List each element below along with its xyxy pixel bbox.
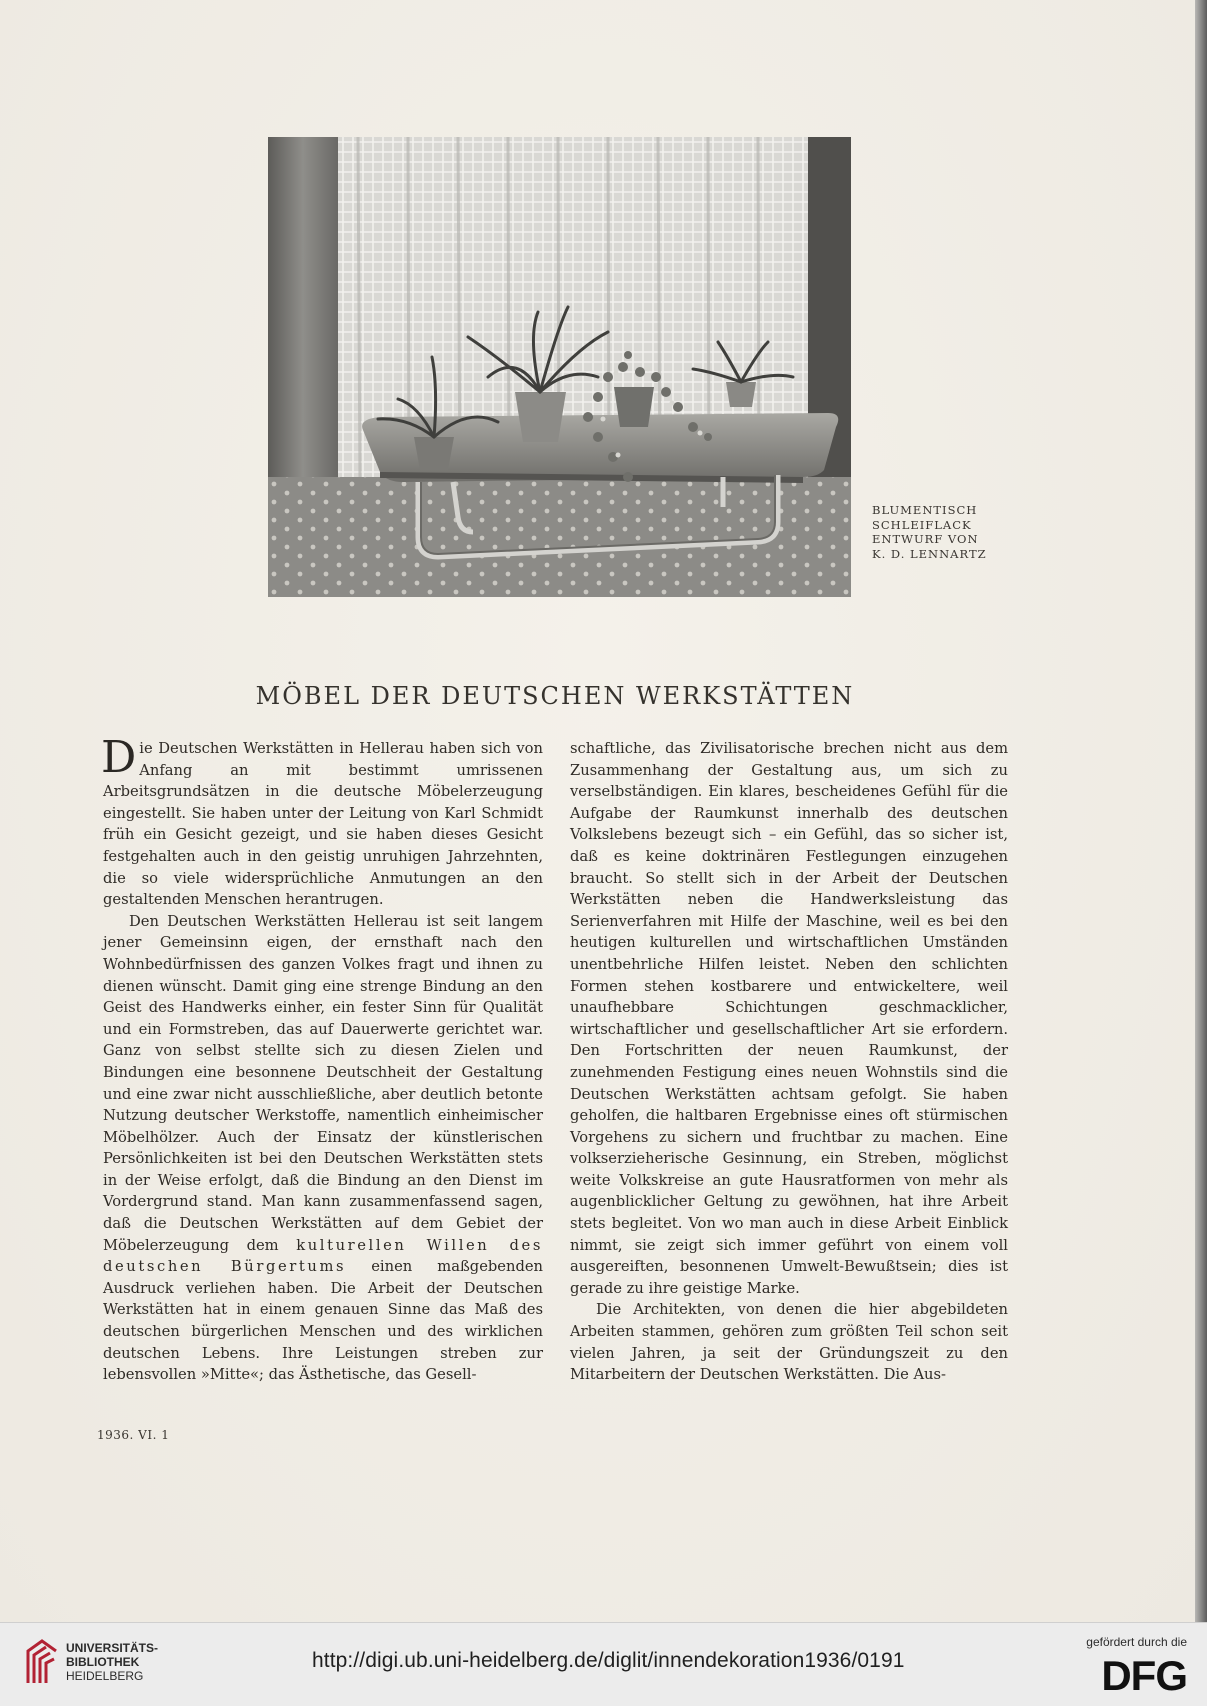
paragraph: [101, 732, 543, 911]
paragraph: schaftliche, das Zivilisatorische brechen nicht aus dem Zusammenhang der Gestaltung aus, um sich zu verselbständigen. Ein klares, bescheidenes Gefühl für die Aufgabe der Raumkunst innerhalb des deutschen Volkslebens bezeugt sich – ein Gefühl, das so sicher ist, daß es keine doktrinären Festlegungen einzugehen braucht. So stellt sich in der Arbeit der Deutschen Werkstätten neben die Handwerksleistung das Serienverfahren mit Hilfe der Maschine, weil es bei den heutigen kulturellen und wirtschaftlichen Umständen unentbehrliche Hilfen leistet. Neben den schlichten Formen stehen kostbarere und entwickeltere, weil unaufhebbare Schichtungen geschmacklicher, wirtschaftlicher und gesellschaftlicher Art sie erfordern. Den Fortschritten der neuen Raumkunst, der zunehmenden Festigung eines neuen Wohnstils sind die Deutschen Werkstätten achtsam gefolgt. Sie haben geholfen, die haltbaren Ergebnisse eines oft stürmischen Vorgehens zu sichern und fruchtbar zu machen. Eine volkserzieherische Gesinnung, ein Streben, möglichst weite Volkskreise an gute Hausratformen von mehr als augenblicklicher Geltung zu gewöhnen, hat ihre Arbeit stets begleitet. Von wo man auch in diese Arbeit Einblick nimmt, sie zeigt sich immer geführt von einem voll ausgereiften, besonnenen Umwelt-Bewußtsein; dies ist gerade zu ihre geistige Marke.: [570, 740, 1008, 1297]
page-folio: 1936. VI. 1: [97, 1428, 170, 1442]
text-column-left: [101, 732, 543, 1386]
spaced-emphasis: kulturellen Willen des deutschen Bürgertums: [103, 1236, 543, 1276]
flower-table-photo: [268, 137, 851, 597]
university-library-logo-icon: [24, 1637, 60, 1687]
library-name[interactable]: [66, 1641, 158, 1683]
library-name-line: UNIVERSITÄTS-: [66, 1641, 159, 1655]
caption-line: K. D. LENNARTZ: [872, 546, 987, 561]
paragraph-text: Den Deutschen Werkstätten Hellerau ist seit langem jener Gemeinsinn eigen, der ernsthaft nach den Wohnbedürfnissen des ganzen Volkes fragt und ihnen zu dienen wünscht. Damit ging eine strenge Bindung an den Geist des Handwerks einher, ein fester Sinn für Qualität und ein Formstreben, das auf Dauerwerte gerichtet war. Ganz von selbst stellte sich zu diesen Zielen und Bindungen eine besonnene Deutschheit der Gestaltung und eine zwar nicht ausschließliche, aber deutlich betonte Nutzung deutscher Werkstoffe, namentlich einheimischer Möbelhölzer. Auch der Einsatz der künstlerischen Persönlichkeiten ist bei den Deutschen Werkstätten stets in der Weise erfolgt, daß die Bindung an den Dienst im Vordergrund stand. Man kann zusammenfassend sagen, daß die Deutschen Werkstätten auf dem Gebiet der Möbelerzeugung dem: [103, 912, 543, 1254]
drop-cap: D: [101, 732, 137, 783]
library-name-line: HEIDELBERG: [66, 1669, 144, 1683]
text-column-right: [570, 738, 1008, 1386]
viewer-footer: [0, 1622, 1207, 1706]
photo-caption: [872, 503, 987, 561]
caption-line: BLUMENTISCH: [872, 503, 978, 517]
paragraph: Die Architekten, von denen die hier abgebildeten Arbeiten stammen, gehören zum größten Teil schon seit vielen Jahren, ja seit der Gründungszeit zu den Mitarbeitern der Deutschen Werkstätten. Die Aus-: [570, 1301, 1008, 1384]
dfg-logo[interactable]: DFG: [1101, 1652, 1187, 1699]
permalink-url[interactable]: http://digi.ub.uni-heidelberg.de/diglit/innendekoration1936/0191: [312, 1649, 905, 1672]
paragraph: [103, 911, 543, 1386]
article-title: MÖBEL DER DEUTSCHEN WERKSTÄTTEN: [255, 682, 855, 710]
funded-by-label: gefördert durch die: [1086, 1635, 1187, 1649]
caption-line: ENTWURF VON: [872, 532, 979, 547]
flower-table-image: [268, 137, 851, 597]
caption-line: SCHLEIFLACK: [872, 517, 972, 532]
library-name-line: BIBLIOTHEK: [66, 1655, 140, 1669]
paragraph-text: einen maßgebenden Ausdruck verliehen haben. Die Arbeit der Deutschen Werkstätten hat in einem genauen Sinne das Maß des deutschen bürgerlichen Menschen und des wirklichen deutschen Lebens. Ihre Leistungen streben zur lebensvollen »Mitte«; das Ästhetische, das Gesell-: [103, 1258, 543, 1384]
paragraph-text: ie Deutschen Werkstätten in Hellerau haben sich von Anfang an mit bestimmt umrissenen Arbeitsgrundsätzen in die deutsche Möbelerzeugung eingestellt. Sie haben unter der Leitung von Karl Schmidt früh ein Gesicht gezeigt, und sie haben dieses Gesicht festgehalten auch in den geistig unruhigen Jahrzehnten, die so viele widersprüchliche Anmutungen an den gestaltenden Menschen herantrugen.: [103, 740, 543, 909]
